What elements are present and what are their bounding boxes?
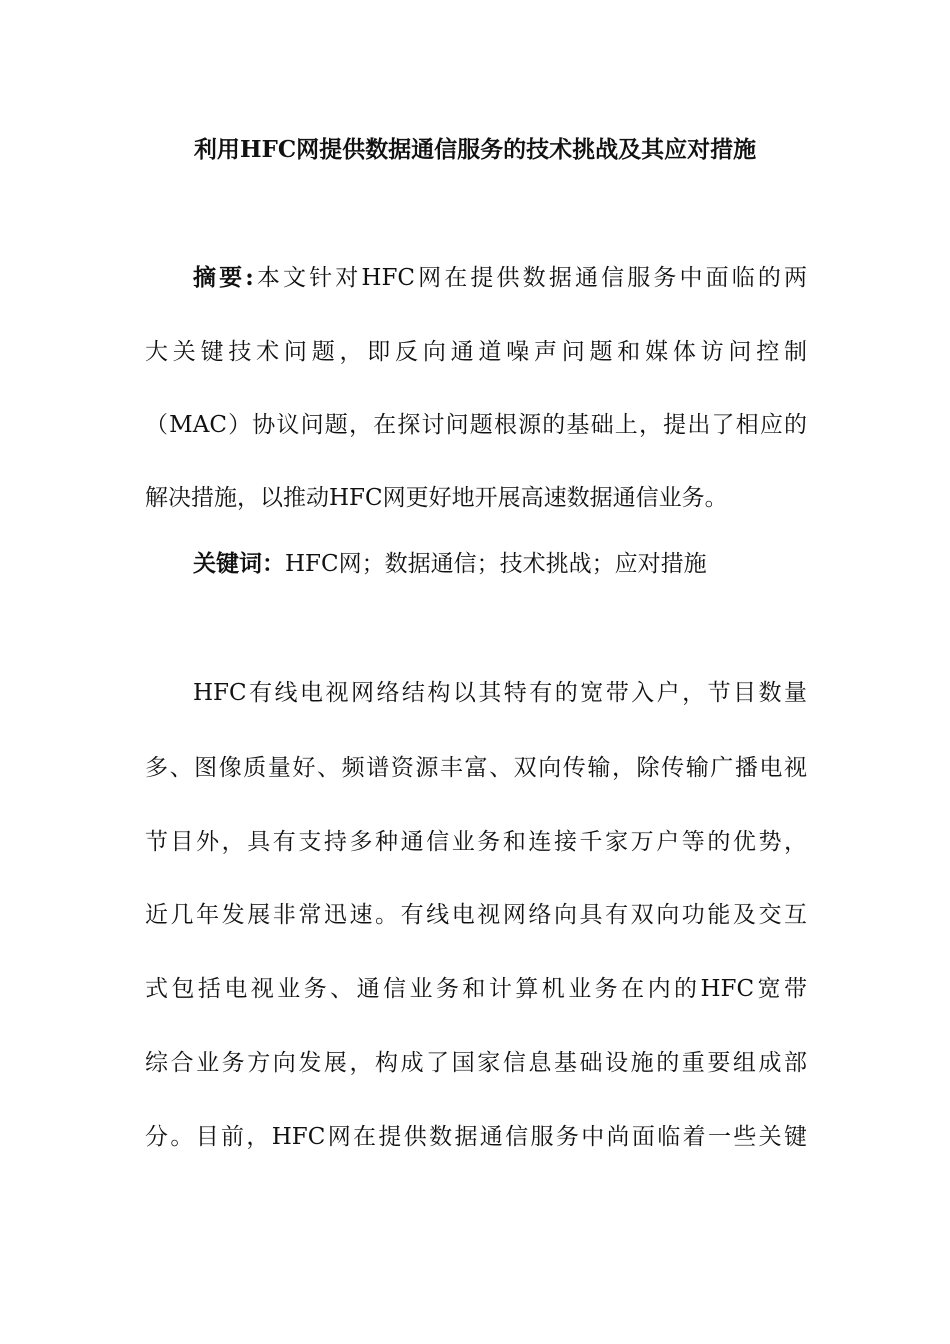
body-line-3: 节目外，具有支持多种通信业务和连接千家万户等的优势，	[145, 829, 807, 855]
keywords-text: HFC网；数据通信；技术挑战；应对措施	[285, 551, 707, 577]
body-line-5: 式包括电视业务、通信业务和计算机业务在内的HFC宽带	[145, 976, 807, 1002]
document-title: 利用HFC网提供数据通信服务的技术挑战及其应对措施	[193, 136, 757, 163]
body-line-1: HFC有线电视网络结构以其特有的宽带入户，节目数量	[193, 680, 807, 706]
keywords-line	[145, 546, 807, 582]
abstract-line-4: 解决措施，以推动HFC网更好地开展高速数据通信业务。	[145, 485, 728, 511]
abstract-line-1	[145, 260, 807, 296]
abstract-line-2: 大关键技术问题，即反向通道噪声问题和媒体访问控制	[145, 339, 807, 365]
body-line-4: 近几年发展非常迅速。有线电视网络向具有双向功能及交互	[145, 902, 807, 928]
body-line-7: 分。目前，HFC网在提供数据通信服务中尚面临着一些关键	[145, 1124, 807, 1150]
body-line-2: 多、图像质量好、频谱资源丰富、双向传输，除传输广播电视	[145, 755, 807, 781]
abstract-text-1: 本文针对HFC网在提供数据通信服务中面临的两	[253, 265, 807, 291]
abstract-line-3: （MAC）协议问题，在探讨问题根源的基础上，提出了相应的	[145, 412, 807, 438]
keywords-label: 关键词：	[193, 550, 285, 577]
body-line-6: 综合业务方向发展，构成了国家信息基础设施的重要组成部	[145, 1050, 807, 1076]
abstract-label: 摘要:	[193, 264, 254, 291]
